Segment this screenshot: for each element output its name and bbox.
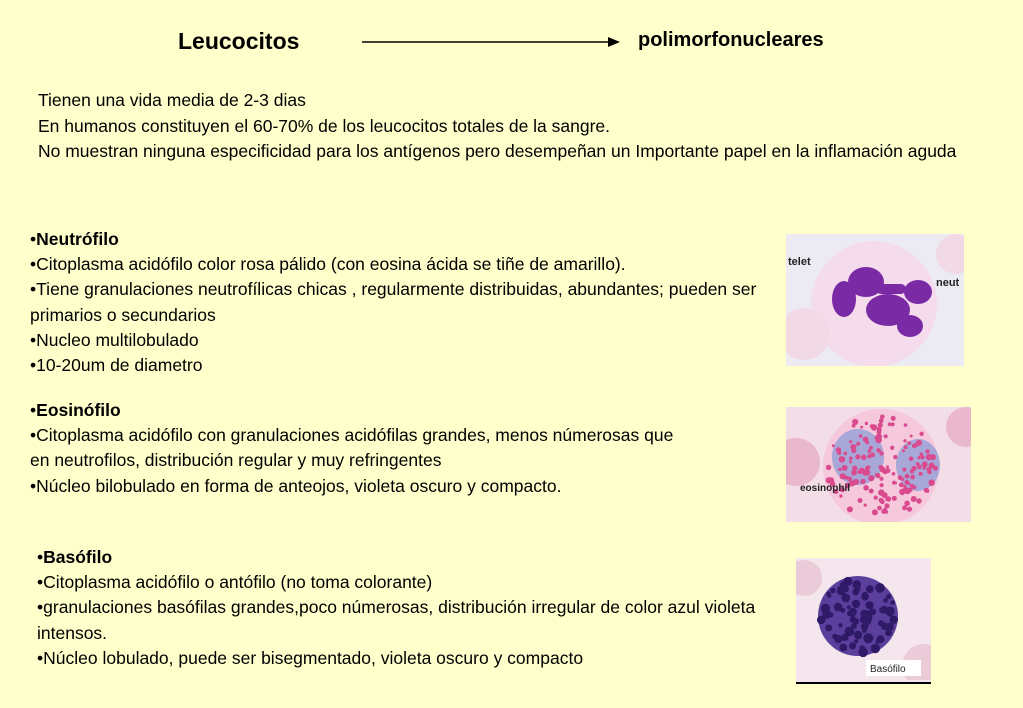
list-item: •Citoplasma acidófilo con granulaciones acidófilas grandes, menos númerosas que en neutrofilos, distribución regular y muy refringentes: [30, 425, 674, 471]
image-caption: Basófilo: [870, 664, 906, 675]
neutrofilo-section: [30, 227, 770, 378]
arrow-right-icon: [362, 34, 620, 50]
neutrofilo-heading: •Neutrófilo: [30, 229, 119, 249]
list-item: •granulaciones basófilas grandes,poco númerosas, distribución irregular de color azul violeta intensos.: [37, 597, 756, 643]
image-label: neut: [936, 277, 960, 289]
image-label: telet: [788, 256, 811, 268]
eosinofilo-heading: •Eosinófilo: [30, 400, 121, 420]
neutrofilo-image: [786, 234, 964, 366]
intro-line: No muestran ninguna especificidad para los antígenos pero desempeñan un Importante papel en la inflamación aguda: [38, 141, 957, 161]
eosinofilo-section: [30, 398, 680, 499]
list-item: •Núcleo lobulado, puede ser bisegmentado, violeta oscuro y compacto: [37, 647, 584, 668]
page-title: Leucocitos: [178, 28, 300, 54]
eosinofilo-image: [786, 407, 971, 522]
list-item: •Nucleo multilobulado: [30, 329, 199, 350]
basofilo-image: [796, 558, 931, 684]
list-item: •Citoplasma acidófilo color rosa pálido (con eosina ácida se tiñe de amarillo).: [30, 254, 626, 275]
list-item: •10-20um de diametro: [30, 355, 203, 376]
basofilo-section: [37, 545, 757, 671]
list-item: •Tiene granulaciones neutrofílicas chicas , regularmente distribuidas, abundantes; pueden ser primarios o secundarios: [30, 279, 757, 325]
page-subtitle: polimorfonucleares: [638, 29, 824, 51]
basofilo-heading: •Basófilo: [37, 547, 113, 567]
intro-line: En humanos constituyen el 60-70% de los leucocitos totales de la sangre.: [38, 115, 611, 136]
intro-text: [38, 88, 983, 165]
list-item: •Núcleo bilobulado en forma de anteojos, violeta oscuro y compacto.: [30, 475, 562, 496]
intro-line: Tienen una vida media de 2-3 dias: [38, 90, 306, 110]
list-item: •Citoplasma acidófilo o antófilo (no toma colorante): [37, 572, 433, 593]
image-label: eosinophil: [800, 483, 850, 494]
